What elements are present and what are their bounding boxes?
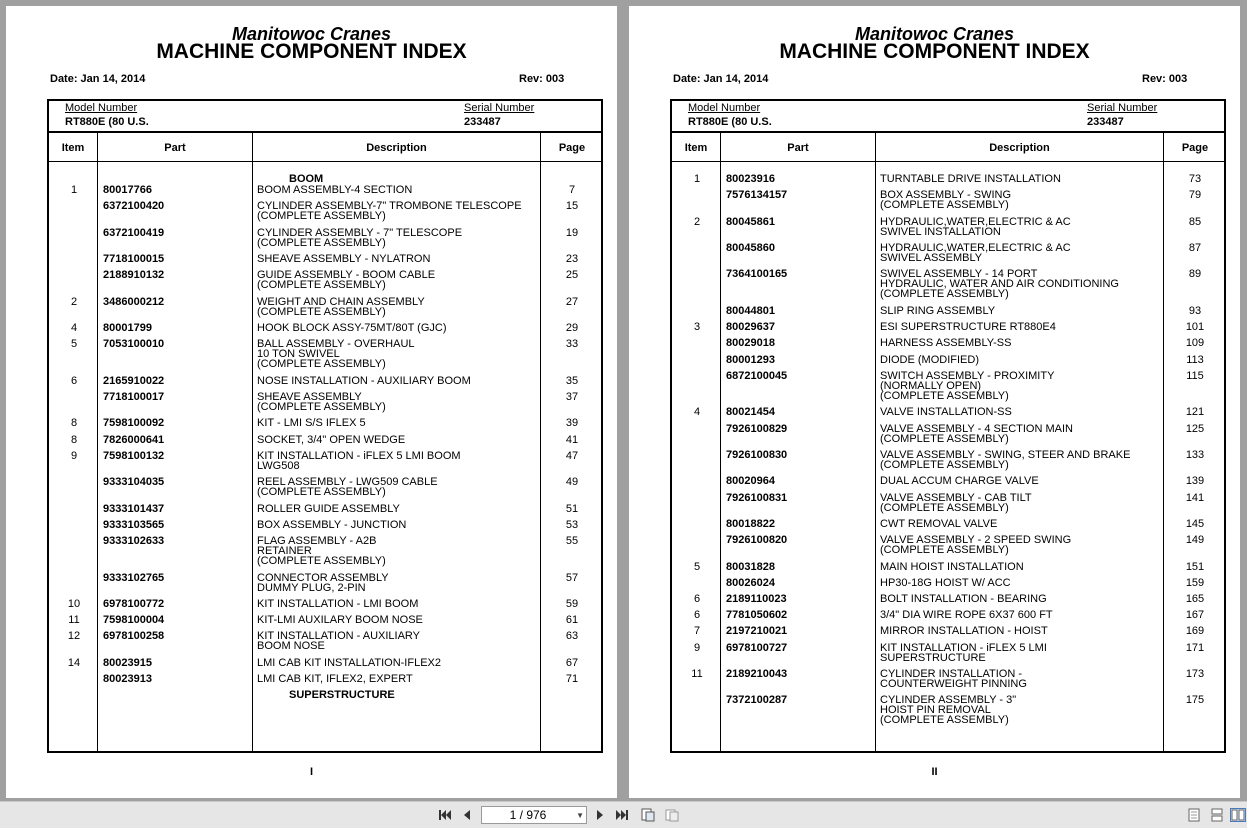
page-number: 167: [1185, 609, 1205, 622]
description-line: HYDRAULIC, WATER AND AIR CONDITIONING: [880, 278, 1119, 291]
part-number: 7718100017: [103, 391, 165, 403]
page-number: 71: [565, 673, 579, 685]
description: [880, 535, 1071, 555]
description: [257, 477, 438, 497]
part-number: 2189110023: [726, 593, 787, 605]
component-table: [47, 99, 603, 753]
description: [257, 451, 461, 471]
part-number: 2189210043: [726, 668, 788, 680]
description: [257, 599, 418, 609]
part-number: 80029018: [726, 337, 775, 350]
index-title: MACHINE COMPONENT INDEX: [156, 40, 467, 63]
item-number: 2: [70, 295, 78, 308]
description: [880, 338, 1011, 348]
part-number: 2197210021: [726, 625, 788, 638]
serial-number-value: 233487: [1087, 116, 1124, 128]
part-number: 80045860: [726, 242, 775, 254]
description-line: (COMPLETE ASSEMBLY): [257, 305, 386, 318]
item-number: 14: [67, 656, 81, 669]
part-number: 9333102633: [103, 535, 165, 547]
description-line: SWIVEL INSTALLATION: [880, 225, 1001, 238]
company-name: Manitowoc Cranes: [854, 24, 1015, 44]
column-header-part: Part: [787, 142, 809, 154]
page-number: 145: [1185, 518, 1205, 530]
item-number: 10: [67, 598, 81, 610]
description: [880, 476, 1039, 486]
continuous-view-icon[interactable]: [1209, 807, 1225, 823]
description-line: (COMPLETE ASSEMBLY): [257, 210, 386, 223]
part-number: 7718100015: [103, 253, 165, 265]
part-number: 7372100287: [726, 694, 788, 707]
item-number: 6: [693, 593, 701, 605]
description-line: VALVE ASSEMBLY - 4 SECTION MAIN: [880, 422, 1073, 435]
part-number: 80020964: [726, 475, 775, 488]
description-line: CYLINDER ASSEMBLY - 7" TELESCOPE: [257, 226, 463, 239]
description-line: SWIVEL ASSEMBLY: [880, 252, 983, 264]
description: [880, 355, 979, 365]
description-line: (COMPLETE ASSEMBLY): [880, 432, 1009, 445]
description: [257, 392, 386, 412]
description-line: KIT INSTALLATION - AUXILIARY: [257, 630, 421, 643]
part-number: 80001293: [726, 353, 775, 366]
description: [257, 520, 406, 530]
last-page-icon[interactable]: [614, 807, 630, 823]
page-number: 33: [565, 338, 579, 351]
description-line: DUMMY PLUG, 2-PIN: [257, 581, 366, 594]
part-number: 7053100010: [103, 338, 165, 351]
page-number: 139: [1185, 475, 1205, 488]
page-number: 73: [1188, 173, 1202, 185]
description: [880, 269, 1119, 299]
description: [880, 407, 1012, 417]
component-table: [670, 99, 1226, 753]
description: [880, 578, 1011, 588]
serial-number-label: Serial Number: [1087, 102, 1158, 114]
description-line: MIRROR INSTALLATION - HOIST: [880, 625, 1048, 638]
description-line: ROLLER GUIDE ASSEMBLY: [257, 502, 400, 515]
page-number: 89: [1188, 268, 1202, 281]
part-number: 80017766: [103, 184, 152, 196]
description-line: LWG508: [257, 459, 300, 472]
part-number: 80045861: [726, 215, 775, 228]
fit-width-icon[interactable]: [664, 807, 680, 823]
prev-page-icon[interactable]: [459, 807, 475, 823]
column-header-description: Description: [989, 142, 1050, 154]
description-line: KIT INSTALLATION - iFLEX 5 LMI: [880, 641, 1047, 654]
model-number-value: RT880E (80 U.S.: [65, 116, 149, 128]
description-line: SHEAVE ASSEMBLY: [257, 391, 362, 403]
description-line: DIODE (MODIFIED): [880, 353, 979, 366]
part-number: 80031828: [726, 560, 775, 573]
part-number: 9333101437: [103, 502, 165, 515]
company-name: Manitowoc Cranes: [231, 24, 392, 44]
date-label: Date: Jan 14, 2014: [50, 73, 146, 85]
page-number: 35: [565, 374, 579, 387]
description-line: CWT REMOVAL VALVE: [880, 518, 998, 530]
description-line: LMI CAB KIT INSTALLATION-IFLEX2: [257, 656, 441, 669]
item-number: 3: [693, 321, 701, 334]
description-line: (COMPLETE ASSEMBLY): [880, 544, 1009, 557]
column-header-item: Item: [61, 142, 85, 154]
page-number: 27: [565, 295, 579, 308]
description-line: LMI CAB KIT, IFLEX2, EXPERT: [257, 673, 413, 685]
description: [257, 435, 405, 445]
part-number: 80029637: [726, 321, 775, 334]
item-number: 11: [68, 614, 80, 627]
part-number: 7926100831: [726, 491, 788, 504]
part-number: 6872100045: [726, 369, 788, 382]
column-header-page: Page: [558, 142, 586, 154]
item-number: 8: [70, 417, 78, 430]
page-number: 15: [565, 200, 579, 213]
description-line: HYDRAULIC,WATER,ELECTRIC & AC: [880, 242, 1071, 254]
serial-number-value: 233487: [464, 116, 501, 128]
description: [257, 228, 462, 248]
viewer-toolbar: [0, 801, 1247, 828]
description-line: CYLINDER ASSEMBLY-7" TROMBONE TELESCOPE: [257, 200, 522, 213]
description-line: MAIN HOIST INSTALLATION: [880, 560, 1024, 573]
page-number: 29: [565, 322, 579, 334]
description-line: SHEAVE ASSEMBLY - NYLATRON: [257, 253, 431, 265]
page-number: 61: [565, 614, 579, 627]
description-line: (COMPLETE ASSEMBLY): [880, 501, 1009, 514]
description: [880, 424, 1073, 444]
description-line: RETAINER: [257, 545, 312, 557]
part-number: 7781050602: [726, 609, 788, 622]
description: [880, 174, 1061, 184]
description-line: BALL ASSEMBLY - OVERHAUL: [257, 338, 415, 351]
item-number: 5: [693, 560, 701, 573]
description-line: VALVE ASSEMBLY - CAB TILT: [880, 491, 1032, 504]
description: [257, 297, 425, 317]
description: [257, 504, 400, 514]
description-line: SWIVEL ASSEMBLY - 14 PORT: [880, 268, 1038, 281]
item-number: 5: [70, 338, 78, 351]
description-line: CYLINDER ASSEMBLY - 3": [880, 694, 1017, 707]
description: [257, 658, 441, 668]
page-number: 159: [1185, 576, 1205, 589]
part-number: 7926100820: [726, 534, 788, 547]
description-line: GUIDE ASSEMBLY - BOOM CABLE: [257, 269, 436, 282]
description: [880, 695, 1016, 725]
description: [257, 323, 447, 333]
page-number: 47: [565, 449, 579, 462]
description: [880, 217, 1071, 237]
part-number: 3486000212: [103, 295, 165, 308]
description-line: COUNTERWEIGHT PINNING: [880, 678, 1027, 690]
date-label: Date: Jan 14, 2014: [673, 73, 769, 85]
item-number: 2: [693, 215, 701, 228]
part-number: 2165910022: [103, 374, 165, 387]
description-line: HOIST PIN REMOVAL: [880, 704, 991, 717]
part-number: 80026024: [726, 576, 775, 589]
fit-page-icon[interactable]: [640, 807, 656, 823]
description-line: SLIP RING ASSEMBLY: [880, 305, 996, 317]
description: [257, 270, 435, 290]
description: [257, 573, 389, 593]
part-number: 7364100165: [726, 268, 788, 281]
page-number: 53: [565, 518, 579, 531]
part-number: 7926100829: [726, 422, 788, 435]
part-number: 80044801: [726, 305, 775, 317]
page-number: 133: [1185, 449, 1205, 461]
description-line: (COMPLETE ASSEMBLY): [880, 389, 1009, 402]
model-number-label: Model Number: [688, 102, 761, 114]
description: [880, 562, 1024, 572]
description: [257, 536, 386, 566]
page-indicator: 1 / 976: [509, 808, 547, 822]
description-line: HOOK BLOCK ASSY-75MT/80T (GJC): [257, 322, 447, 334]
page-number: 57: [565, 571, 579, 584]
page-number: 173: [1185, 668, 1205, 680]
page-number: 49: [565, 476, 579, 489]
description-line: SOCKET, 3/4" OPEN WEDGE: [257, 433, 406, 446]
column-header-description: Description: [366, 142, 427, 154]
page-number: 165: [1185, 593, 1205, 605]
page-number: 93: [1188, 305, 1202, 317]
description: [257, 418, 366, 428]
part-number: 6978100258: [103, 630, 165, 643]
description-line: HARNESS ASSEMBLY-SS: [880, 337, 1012, 350]
item-number: 8: [70, 433, 78, 446]
description-line: (COMPLETE ASSEMBLY): [257, 486, 386, 499]
page-number: 39: [565, 417, 579, 430]
page-number: 169: [1185, 625, 1205, 638]
part-number: 6978100772: [103, 598, 165, 610]
description: [880, 594, 1047, 604]
item-number: 6: [70, 374, 78, 387]
description: [880, 493, 1032, 513]
item-number: 9: [70, 449, 78, 462]
part-number: 9333102765: [103, 571, 165, 584]
table-body: [49, 101, 601, 751]
description: [880, 322, 1056, 332]
description: [880, 519, 997, 529]
item-number: 1: [693, 173, 701, 185]
page-number: 23: [565, 253, 579, 265]
page-number: 141: [1185, 491, 1205, 504]
description-line: CONNECTOR ASSEMBLY: [257, 571, 389, 584]
facing-view-icon[interactable]: [1230, 807, 1246, 823]
item-number: 4: [693, 406, 701, 419]
page-number: 149: [1185, 534, 1205, 547]
item-number: 4: [70, 322, 78, 334]
part-number: 80023915: [103, 656, 152, 669]
page-number: 113: [1186, 353, 1204, 366]
description-line: (NORMALLY OPEN): [880, 379, 982, 392]
column-header-part: Part: [164, 142, 186, 154]
page-number: 25: [565, 269, 579, 282]
page-number: 55: [565, 535, 579, 547]
part-number: 6372100419: [103, 226, 165, 239]
section-heading: BOOM: [289, 173, 324, 185]
table-body: [672, 101, 1224, 751]
description-line: (COMPLETE ASSEMBLY): [257, 401, 386, 413]
chevron-down-icon: ▼: [576, 811, 584, 820]
description: [880, 190, 1011, 210]
page-number: 79: [1188, 189, 1202, 202]
page-number: 115: [1186, 369, 1204, 382]
page-footer: II: [931, 766, 938, 778]
part-number: 80018822: [726, 518, 775, 530]
description-line: CYLINDER INSTALLATION -: [880, 668, 1023, 680]
description-line: DUAL ACCUM CHARGE VALVE: [880, 475, 1039, 488]
description-line: (COMPLETE ASSEMBLY): [880, 288, 1009, 301]
part-number: 80021454: [726, 406, 775, 419]
description-line: BOX ASSEMBLY - SWING: [880, 189, 1012, 202]
part-number: 7576134157: [726, 189, 788, 202]
description: [257, 185, 412, 195]
description-line: HP30-18G HOIST W/ ACC: [880, 576, 1011, 589]
description: [257, 631, 420, 651]
item-number: 6: [693, 609, 701, 622]
document-page-right: [629, 6, 1240, 798]
description-line: (COMPLETE ASSEMBLY): [257, 279, 386, 292]
description-line: (COMPLETE ASSEMBLY): [880, 459, 1009, 471]
page-number: 101: [1185, 321, 1205, 334]
description: [880, 371, 1054, 401]
description: [257, 254, 430, 264]
description-line: BOOM ASSEMBLY-4 SECTION: [257, 184, 413, 196]
part-number: 7926100830: [726, 449, 788, 461]
description-line: (COMPLETE ASSEMBLY): [880, 199, 1009, 212]
description-line: 10 TON SWIVEL: [257, 348, 340, 361]
description: [880, 643, 1047, 663]
part-number: 2188910132: [103, 269, 165, 282]
model-number-label: Model Number: [65, 102, 138, 114]
description-line: NOSE INSTALLATION - AUXILIARY BOOM: [257, 374, 471, 387]
next-page-icon[interactable]: [592, 807, 608, 823]
item-number: 12: [67, 630, 81, 643]
description-line: BOX ASSEMBLY - JUNCTION: [257, 518, 407, 531]
page-number: 63: [565, 630, 579, 643]
column-header-page: Page: [1181, 142, 1209, 154]
first-page-icon[interactable]: [437, 807, 453, 823]
part-number: 80001799: [103, 322, 152, 334]
item-number: 1: [70, 184, 78, 196]
revision-label: Rev: 003: [519, 73, 565, 85]
description-line: VALVE ASSEMBLY - SWING, STEER AND BRAKE: [880, 449, 1131, 461]
description-line: KIT INSTALLATION - iFLEX 5 LMI BOOM: [257, 449, 461, 462]
description: [257, 376, 471, 386]
description-line: VALVE INSTALLATION-SS: [880, 406, 1012, 419]
page-number: 41: [565, 433, 579, 446]
description-line: 3/4" DIA WIRE ROPE 6X37 600 FT: [880, 609, 1053, 622]
description: [880, 306, 995, 316]
part-number: 7598100004: [103, 614, 165, 627]
single-page-view-icon[interactable]: [1186, 807, 1202, 823]
item-number: 7: [693, 625, 701, 638]
part-number: 6978100727: [726, 641, 788, 654]
description-line: TURNTABLE DRIVE INSTALLATION: [880, 173, 1061, 185]
section-heading: SUPERSTRUCTURE: [289, 689, 395, 702]
page-number: 151: [1185, 560, 1205, 573]
page-number: 87: [1188, 242, 1202, 254]
description: [257, 615, 423, 625]
description: [257, 674, 413, 684]
description: [880, 610, 1053, 620]
description: [257, 201, 522, 221]
page-number: 171: [1185, 641, 1205, 654]
description-line: SUPERSTRUCTURE: [880, 651, 986, 664]
serial-number-label: Serial Number: [464, 102, 535, 114]
description-line: WEIGHT AND CHAIN ASSEMBLY: [257, 295, 425, 308]
description-line: BOLT INSTALLATION - BEARING: [880, 593, 1047, 605]
page-number: 85: [1188, 215, 1202, 228]
part-number: 7598100092: [103, 417, 165, 430]
description-line: FLAG ASSEMBLY - A2B: [257, 535, 377, 547]
model-number-value: RT880E (80 U.S.: [688, 116, 772, 128]
page-footer: I: [309, 766, 314, 778]
description-line: (COMPLETE ASSEMBLY): [257, 555, 386, 567]
description-line: REEL ASSEMBLY - LWG509 CABLE: [257, 476, 438, 489]
part-number: 9333104035: [103, 476, 165, 489]
description-line: (COMPLETE ASSEMBLY): [257, 358, 386, 371]
item-number: 9: [693, 641, 701, 654]
part-number: 9333103565: [103, 518, 165, 531]
part-number: 80023913: [103, 673, 152, 685]
part-number: 80023916: [726, 173, 775, 185]
description: [880, 450, 1130, 470]
index-title: MACHINE COMPONENT INDEX: [779, 40, 1090, 63]
description-line: KIT INSTALLATION - LMI BOOM: [257, 598, 419, 610]
description-line: (COMPLETE ASSEMBLY): [257, 236, 386, 249]
description-line: KIT - LMI S/S IFLEX 5: [257, 417, 366, 430]
description-line: BOOM NOSE: [257, 640, 325, 653]
part-number: 7598100132: [103, 449, 165, 462]
description: [257, 339, 415, 369]
description-line: SWITCH ASSEMBLY - PROXIMITY: [880, 369, 1055, 382]
description-line: (COMPLETE ASSEMBLY): [880, 714, 1009, 727]
revision-label: Rev: 003: [1142, 73, 1188, 85]
description-line: HYDRAULIC,WATER,ELECTRIC & AC: [880, 215, 1071, 228]
item-number: 11: [691, 668, 703, 680]
description-line: VALVE ASSEMBLY - 2 SPEED SWING: [880, 534, 1072, 547]
part-number: 7826000641: [103, 433, 165, 446]
description-line: KIT-LMI AUXILARY BOOM NOSE: [257, 614, 423, 627]
part-number: 6372100420: [103, 200, 165, 213]
page-number: 51: [565, 502, 579, 515]
page-number: 19: [565, 226, 579, 239]
page-number: 125: [1185, 422, 1205, 435]
document-page-left: [6, 6, 617, 798]
description: [880, 669, 1027, 689]
page-number: 37: [565, 391, 579, 403]
description: [880, 626, 1048, 636]
page-number: 59: [565, 598, 579, 610]
page-number: 67: [565, 656, 579, 669]
page-number: 175: [1185, 694, 1205, 707]
page-number: 121: [1185, 406, 1205, 419]
column-header-item: Item: [684, 142, 708, 154]
page-number: 7: [568, 184, 576, 196]
description-line: ESI SUPERSTRUCTURE RT880E4: [880, 321, 1056, 334]
description: [880, 243, 1071, 263]
page-number: 109: [1185, 337, 1205, 350]
page-number-select[interactable]: [481, 806, 587, 824]
